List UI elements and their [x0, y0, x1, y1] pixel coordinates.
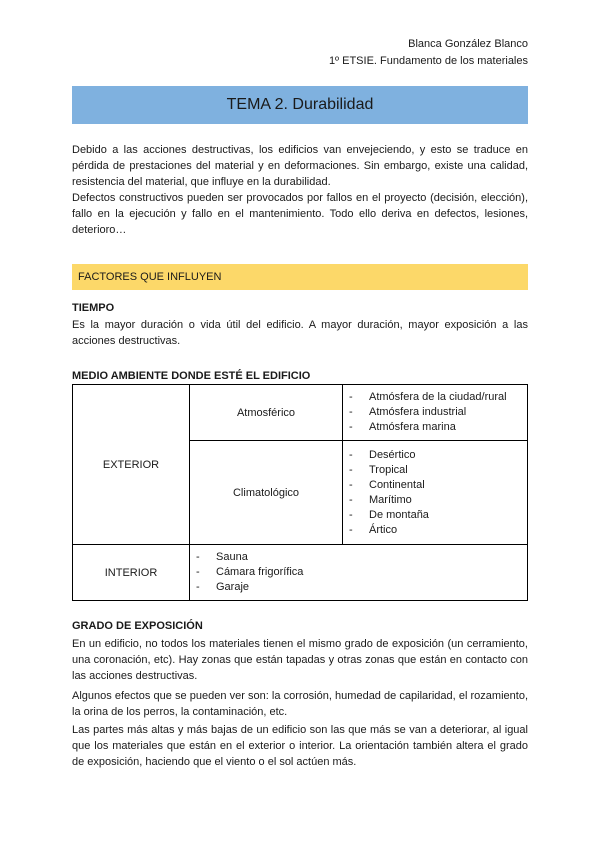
environment-table — [72, 384, 528, 601]
header-course: 1º ETSIE. Fundamento de los materiales — [328, 55, 528, 67]
interior-label: INTERIOR — [104, 566, 158, 579]
list-item: - Desértico — [343, 448, 527, 463]
climatologico-list-cell — [343, 441, 528, 545]
grado-paragraph-1: En un edificio, no todos los materiales tienen el mismo grado de exposición (un cerramiento, una coronación, etc). Hay zonas que están tapadas y otras zonas que están en contacto con las acciones destructivas. — [72, 638, 528, 682]
atmosferico-list-cell — [343, 385, 528, 441]
atmosferico-cell — [190, 385, 343, 441]
list-item: - Ártico — [343, 523, 527, 538]
interior-cell — [73, 545, 190, 601]
grado-heading: GRADO DE EXPOSICIÓN — [72, 620, 203, 632]
list-item: - Atmósfera marina — [343, 420, 527, 435]
tiempo-text: Es la mayor duración o vida útil del edificio. A mayor duración, mayor exposición a las acciones destructivas. — [72, 319, 528, 347]
list-item: - Atmósfera de la ciudad/rural — [343, 390, 527, 405]
climatologico-cell — [190, 441, 343, 545]
interior-list — [190, 550, 527, 595]
list-item: - Tropical — [343, 463, 527, 478]
grado-paragraph-3: Las partes más altas y más bajas de un edificio son las que más se van a deteriorar, al igual que los materiales que están en el exterior o interior. La orientación también altera el grado de exposición, haciendo que el viento o el sol actúen más. — [72, 724, 528, 768]
intro-paragraph-2: Defectos constructivos pueden ser provocados por fallos en el proyecto (decisión, elección), fallo en la ejecución y fallo en el mantenimiento. Todo ello deriva en defectos, lesiones, deterioro… — [72, 192, 528, 236]
list-item: - Marítimo — [343, 493, 527, 508]
list-item: - Atmósfera industrial — [343, 405, 527, 420]
list-item: - Continental — [343, 478, 527, 493]
atmosferico-list — [343, 390, 527, 435]
page-title: TEMA 2. Durabilidad — [72, 86, 528, 124]
intro-paragraph-1: Debido a las acciones destructivas, los edificios van envejeciendo, y esto se traduce en pérdida de prestaciones del material y en deformaciones. Sin embargo, existe una calidad, resistencia del material, que influye en la durabilidad. — [72, 144, 528, 188]
list-item: - Cámara frigorífica — [190, 565, 527, 580]
atmosferico-label: Atmosférico — [236, 406, 296, 419]
exterior-cell — [73, 385, 190, 545]
list-item: - Garaje — [190, 580, 527, 595]
section-factores: FACTORES QUE INFLUYEN — [72, 264, 528, 290]
climatologico-list — [343, 448, 527, 538]
header-author: Blanca González Blanco — [408, 38, 528, 50]
medio-heading: MEDIO AMBIENTE DONDE ESTÉ EL EDIFICIO — [72, 370, 311, 382]
grado-paragraph-2: Algunos efectos que se pueden ver son: la corrosión, humedad de capilaridad, el rozamiento, la orina de los perros, la contaminación, etc. — [72, 690, 528, 718]
climatologico-label: Climatológico — [232, 486, 300, 499]
interior-list-cell — [190, 545, 528, 601]
exterior-label: EXTERIOR — [102, 458, 160, 471]
tiempo-heading: TIEMPO — [72, 302, 115, 314]
list-item: - De montaña — [343, 508, 527, 523]
list-item: - Sauna — [190, 550, 527, 565]
